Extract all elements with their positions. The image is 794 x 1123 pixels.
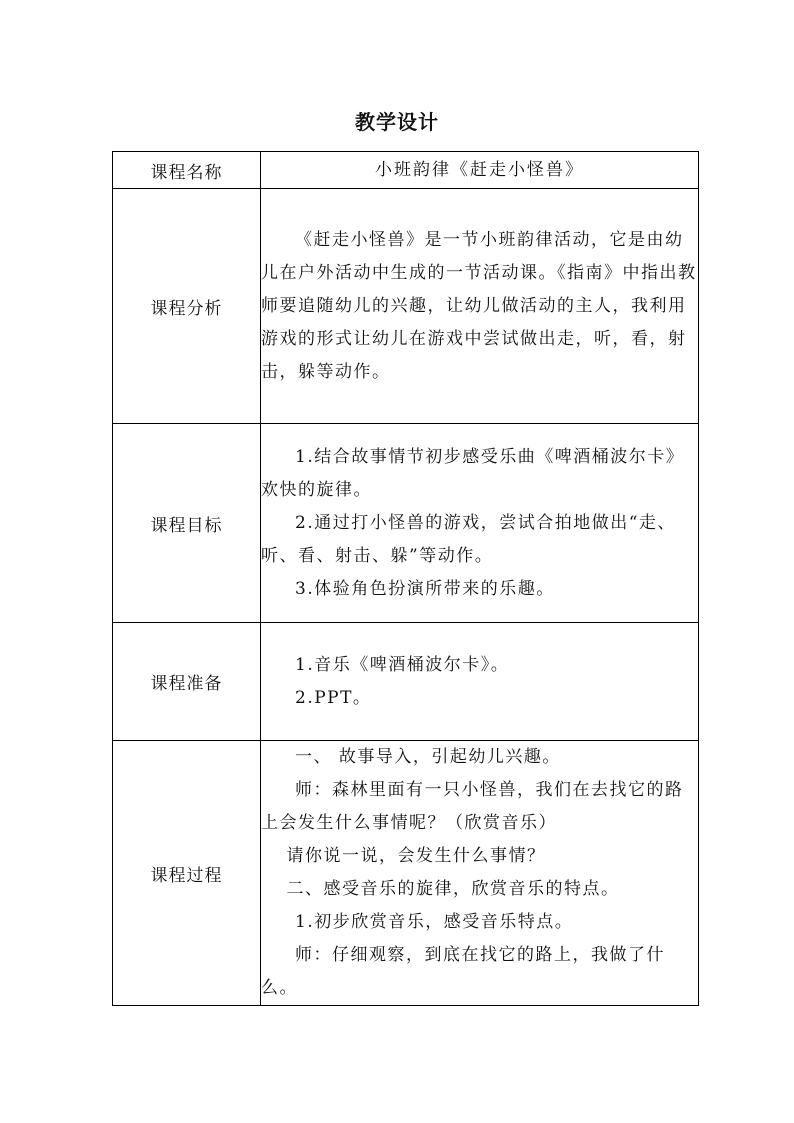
paragraph: 2.PPT。 bbox=[295, 687, 372, 708]
course-preparation-cell bbox=[261, 623, 699, 741]
paragraph: 《赶走小怪兽》是一节小班韵律活动，它是由幼儿在户外活动中生成的一节活动课。《指南》中指出教师要追随幼儿的兴趣，让幼儿做活动的主人，我利用游戏的形式让幼儿在游戏中尝试做出走，听，看，射击，躲等动作。 bbox=[261, 229, 697, 382]
row-label: 课程准备 bbox=[113, 623, 261, 741]
course-goals-cell bbox=[261, 424, 699, 623]
paragraph: 1.初步欣赏音乐，感受音乐特点。 bbox=[295, 912, 574, 932]
paragraph: 1.结合故事情节初步感受乐曲《啤酒桶波尔卡》欢快的旋律。 bbox=[261, 446, 685, 500]
table-row-course-preparation bbox=[113, 623, 699, 741]
table-row-course-goals bbox=[113, 424, 699, 623]
paragraph: 3.体验角色扮演所带来的乐趣。 bbox=[295, 578, 555, 599]
table-row-course-name bbox=[113, 152, 699, 189]
paragraph: 请你说一说，会发生什么事情？ bbox=[286, 846, 546, 866]
table-row-course-process bbox=[113, 741, 699, 1006]
course-process-cell bbox=[261, 741, 699, 1006]
paragraph: 师：森林里面有一只小怪兽，我们在去找它的路上会发生什么事情呢？（欣赏音乐） bbox=[261, 780, 684, 833]
lesson-plan-table bbox=[112, 151, 699, 1006]
table-row-course-analysis bbox=[113, 189, 699, 424]
course-analysis-cell bbox=[261, 189, 699, 424]
paragraph: 二、感受音乐的旋律，欣赏音乐的特点。 bbox=[286, 879, 620, 899]
row-label: 课程分析 bbox=[113, 189, 261, 424]
course-name-value: 小班韵律《赶走小怪兽》 bbox=[261, 152, 699, 189]
paragraph: 2.通过打小怪兽的游戏，尝试合拍地做出“走、听、看、射击、躲”等动作。 bbox=[261, 512, 676, 566]
row-label: 课程目标 bbox=[113, 424, 261, 623]
row-label: 课程过程 bbox=[113, 741, 261, 1006]
paragraph: 师：仔细观察，到底在找它的路上，我做了什么。 bbox=[261, 945, 665, 998]
row-label: 课程名称 bbox=[113, 152, 261, 189]
paragraph: 1.音乐《啤酒桶波尔卡》。 bbox=[295, 654, 510, 675]
document-title: 教学设计 bbox=[355, 110, 439, 134]
paragraph: 一、 故事导入，引起幼儿兴趣。 bbox=[295, 747, 561, 767]
